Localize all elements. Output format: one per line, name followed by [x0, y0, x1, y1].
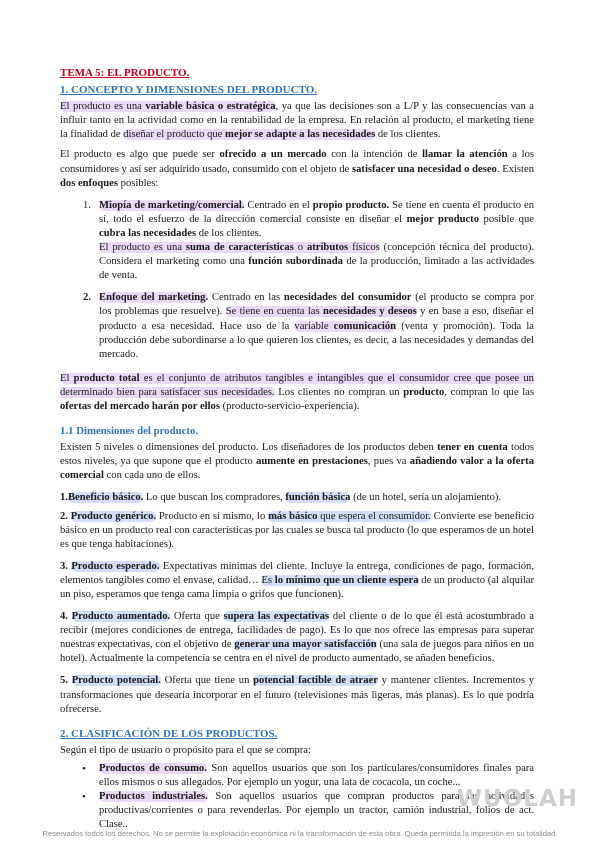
dimension-item-2: 2. Producto genérico. Producto en sí mismo, lo más básico que espera el consumidor. Convierte ese beneficio básico en un producto real con características por las cuales se busca tal producto (lo que esperamos de un hotel es que tenga habitaciones). — [60, 510, 534, 550]
dimension-item-4: 4. Producto aumentado. Oferta que supera las expectativas del cliente o de lo que él está acostumbrado a recibir (mejores condiciones de entrega, facilidades de pago). Es lo que nos ofrece las empresas para superar nuestras expectativas, con el objetivo de generar una mayor satisfacción (una sala de juegos para niños en un hotel). Actualmente la competencia se centra en el nivel de producto aumentado, se añaden beneficios. — [60, 611, 534, 665]
paragraph-dimensions-intro: Existen 5 niveles o dimensiones del producto. Los diseñadores de los productos deben tener en cuenta todos estos niveles, ya que supone que el producto aumente en prestaciones, pues va añadiendo valor a la oferta comercial con cada uno de ellos. — [60, 442, 534, 482]
classification-intro: Según el tipo de usuario o propósito para el que se compra: — [60, 744, 311, 756]
list-item-miopia: 1. Miopía de marketing/comercial. Centrado en el propio producto. Se tiene en cuenta el producto en sí, todo el esfuerzo de la dirección comercial consiste en diseñar el mejor producto posible que cubra las necesidades de los clientes. El producto es una suma de características o atributos físicos (concepción técnica del producto). Considera el marketing como una función subordinada de la producción, limitado a las actividades de venta. — [83, 199, 535, 282]
copyright-footer: Reservados todos los derechos. No se permite la explotación económica ni la transformación de esta obra. Queda permitida la impresión en su totalidad. — [42, 829, 558, 838]
dimension-item-1: 1.Beneficio básico. Lo que buscan los compradores, función básica (de un hotel, sería un alojamiento). — [60, 492, 502, 504]
paragraph-product-definition: El producto es una variable básica o estratégica, ya que las decisiones son a L/P y las consecuencias van a influir tanto en la actividad como en la rentabilidad de la empresa. En relación al producto, el marketing tiene la finalidad de diseñar el producto que mejor se adapte a las necesidades de los clientes. — [60, 101, 534, 141]
section-1-heading: 1. CONCEPTO Y DIMENSIONES DEL PRODUCTO. — [60, 84, 318, 97]
section-2-heading: 2. CLASIFICACIÓN DE LOS PRODUCTOS. — [60, 727, 278, 740]
paragraph-product-offer: El producto es algo que puede ser ofrecido a un mercado con la intención de llamar la atención a los consumidores y así ser adquirido usado, consumido con el objeto de satisfacer una necesidad o deseo. Existen dos enfoques posibles: — [60, 149, 534, 189]
document-page — [60, 66, 534, 832]
dimension-item-3: 3. Producto esperado. Expectativas mínimas del cliente. Incluye la entrega, condiciones de pago, formación, elementos tangibles como el envase, calidad… Es lo mínimo que un cliente espera de un producto (al alquilar un piso, esperamos que tenga cama limpia o grifos que funcionen). — [60, 560, 535, 600]
list-item-consumo: • Productos de consumo. Son aquellos usuarios que son los particulares/consumidores finales para ellos mismos o sus allegados. Por ejemplo un yogur, una lata de cocacola, un coche... — [82, 762, 534, 789]
approaches-list — [60, 199, 534, 362]
list-item-enfoque-marketing: 2. Enfoque del marketing. Centrado en las necesidades del consumidor (el producto se compra por los problemas que resuelve). Se tiene en cuenta las necesidades y deseos y en base a eso, diseñar el producto a esa necesidad. Hace uso de la variable comunicación (venta y promoción). Toda la producción debe subordinarse a lo que quieren los clientes, es decir, a las necesidades y demandas del mercado. — [83, 292, 535, 360]
list-item-industriales: • Productos industriales. Son aquellos usuarios que compran productos para las actividades productivas/corrientes o para revenderlas. Por ejemplo un tractor, camión industrial, folios de act. Clase.. — [82, 791, 534, 831]
page-title: TEMA 5: EL PRODUCTO. — [60, 67, 190, 79]
dimension-item-5: 5. Producto potencial. Oferta que tiene un potencial factible de atraer y mantener clientes. Incrementos y transformaciones que desearía incorporar en el futuro (televisiones más ligeras, más planas). Es lo que podría ofrecerse. — [60, 675, 534, 715]
wuolah-logo: WUOLAH — [456, 786, 578, 812]
section-1-1-heading: 1.1 Dimensiones del producto. — [60, 425, 199, 438]
paragraph-total-product: El producto total es el conjunto de atributos tangibles e intangibles que el consumidor cree que posee un determinado bien para satisfacer sus necesidades. Los clientes no compran un producto, compran lo que las ofertas del mercado harán por ellos (producto-servicio-experiencia). — [60, 372, 535, 412]
